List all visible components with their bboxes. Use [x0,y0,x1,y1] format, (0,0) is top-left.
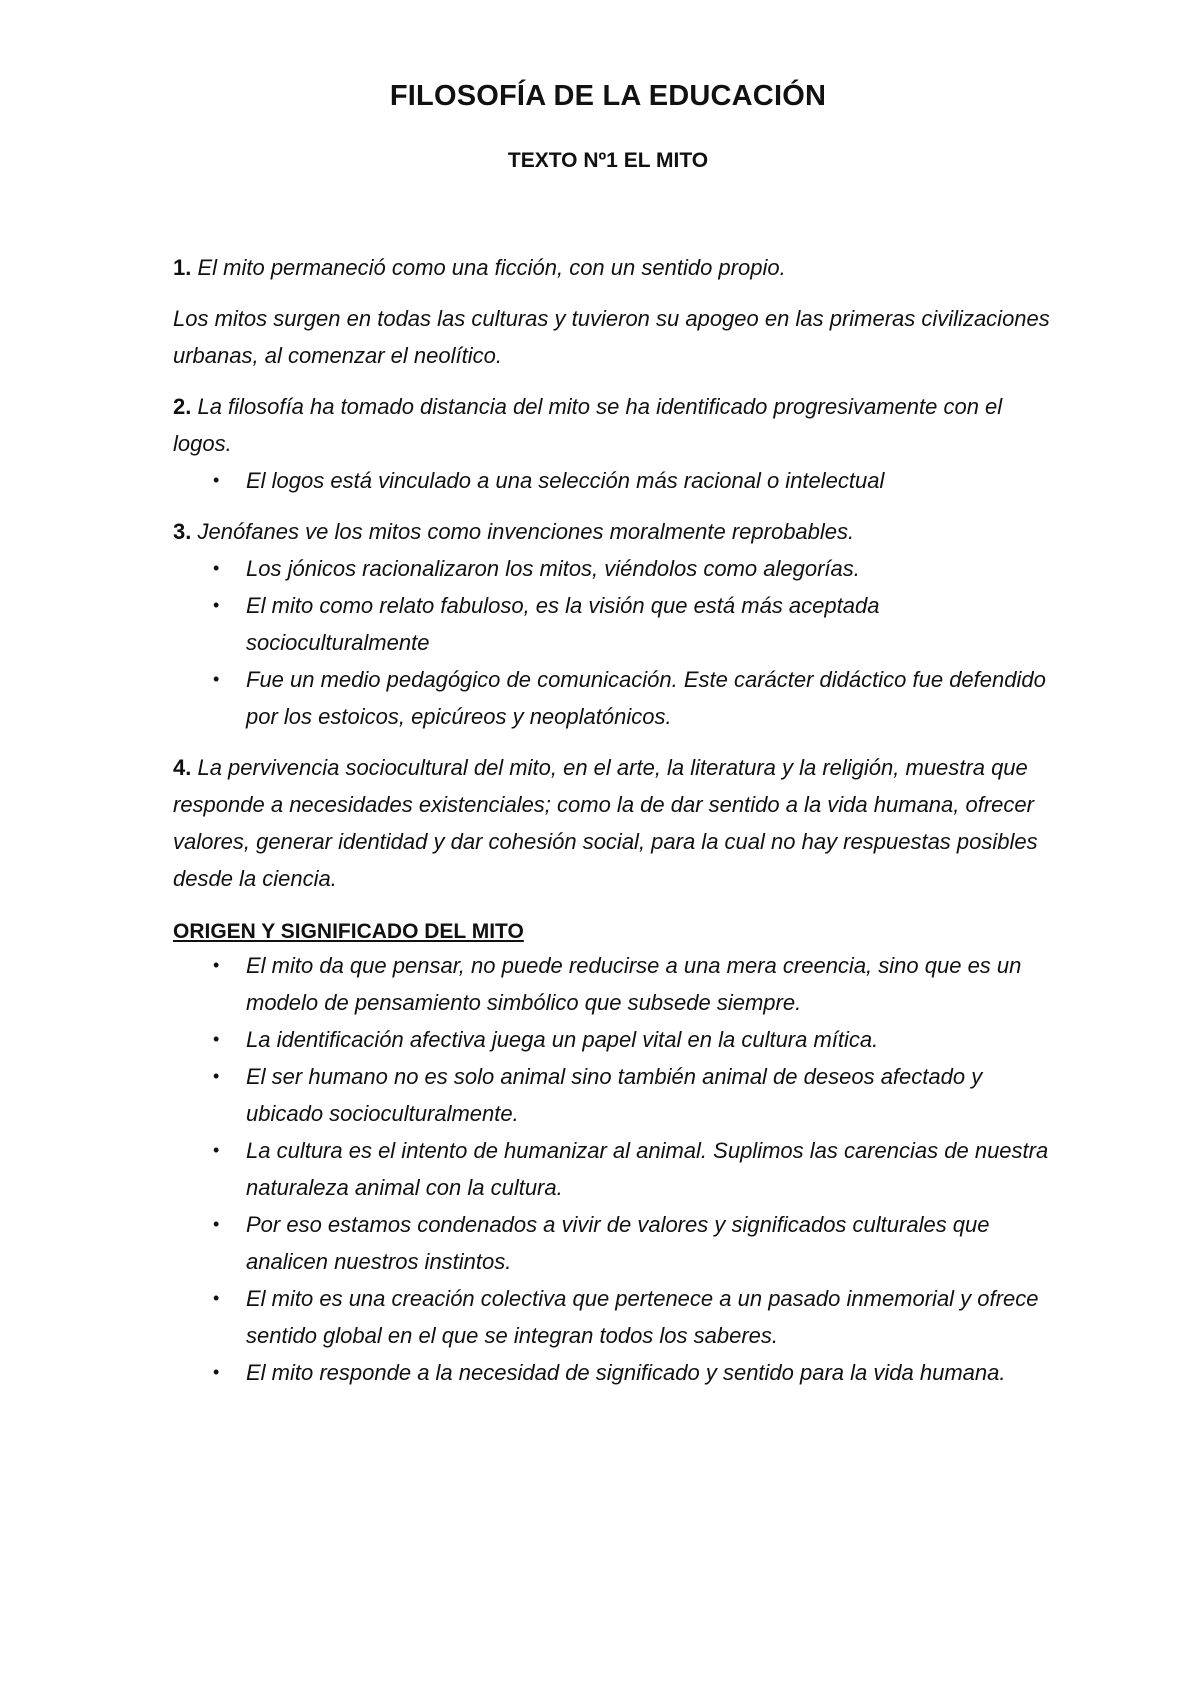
list-item [173,1354,1053,1391]
paragraph-text: La pervivencia sociocultural del mito, en el arte, la literatura y la religión, muestra que responde a necesidades existenciales; como la de dar sentido a la vida humana, ofrecer valores, generar identidad y dar cohesión social, para la cual no hay respuestas posibles desde la ciencia. [173,755,1038,891]
paragraph-number: 4. [173,755,192,780]
list-item-text: El mito es una creación colectiva que pertenece a un pasado inmemorial y ofrece sentido global en el que se integran todos los saberes. [246,1286,1039,1348]
list-item [173,661,1053,735]
list-item-text: La identificación afectiva juega un papel vital en la cultura mítica. [246,1027,879,1052]
list-item [173,462,1053,499]
document-content [173,76,1053,1391]
paragraph-1 [173,249,1053,286]
list-item-text: Los jónicos racionalizaron los mitos, viéndolos como alegorías. [246,556,860,581]
bullet-list-myth-views [173,550,1053,735]
bullet-icon: • [213,1214,220,1234]
list-item [173,1058,1053,1132]
list-item-text: El mito da que pensar, no puede reducirse a una mera creencia, sino que es un modelo de pensamiento simbólico que subsede siempre. [246,953,1022,1015]
document-title: FILOSOFÍA DE LA EDUCACIÓN [389,80,827,112]
list-item [173,1280,1053,1354]
bullet-icon: • [213,1288,220,1308]
bullet-icon: • [213,1362,220,1382]
list-item [173,587,1053,661]
list-item-text: La cultura es el intento de humanizar al animal. Suplimos las carencias de nuestra naturaleza animal con la cultura. [246,1138,1049,1200]
list-item [173,1206,1053,1280]
list-item-text: El mito responde a la necesidad de significado y sentido para la vida humana. [246,1360,1006,1385]
list-item-text: El logos está vinculado a una selección más racional o intelectual [246,468,885,493]
bullet-icon: • [213,470,220,490]
paragraph-1-continuation: Los mitos surgen en todas las culturas y tuvieron su apogeo en las primeras civilizaciones urbanas, al comenzar el neolítico. [173,306,1050,368]
paragraph-text: La filosofía ha tomado distancia del mito se ha identificado progresivamente con el logos. [173,394,1003,456]
bullet-list-logos [173,462,1053,499]
paragraph-4 [173,749,1053,897]
paragraph-text: El mito permaneció como una ficción, con un sentido propio. [191,255,786,280]
bullet-icon: • [213,595,220,615]
document-subtitle: TEXTO Nº1 EL MITO [507,149,709,172]
bullet-list-origin [173,947,1053,1391]
bullet-icon: • [213,669,220,689]
paragraph-number: 3. [173,519,192,544]
section-heading: ORIGEN Y SIGNIFICADO DEL MITO [173,920,524,943]
bullet-icon: • [213,1140,220,1160]
list-item [173,550,1053,587]
list-item [173,1132,1053,1206]
paragraph-number: 2. [173,394,192,419]
paragraph-2 [173,388,1053,462]
list-item-text: El ser humano no es solo animal sino también animal de deseos afectado y ubicado socioculturalmente. [246,1064,983,1126]
paragraph-number: 1. [173,255,192,280]
list-item-text: Por eso estamos condenados a vivir de valores y significados culturales que analicen nuestros instintos. [246,1212,990,1274]
list-item-text: El mito como relato fabuloso, es la visión que está más aceptada socioculturalmente [246,593,880,655]
list-item [173,947,1053,1021]
paragraph-text: Jenófanes ve los mitos como invenciones moralmente reprobables. [191,519,855,544]
bullet-icon: • [213,558,220,578]
bullet-icon: • [213,955,220,975]
paragraph-3 [173,513,1053,550]
bullet-icon: • [213,1029,220,1049]
list-item-text: Fue un medio pedagógico de comunicación. Este carácter didáctico fue defendido por los estoicos, epicúreos y neoplatónicos. [246,667,1046,729]
bullet-icon: • [213,1066,220,1086]
list-item [173,1021,1053,1058]
